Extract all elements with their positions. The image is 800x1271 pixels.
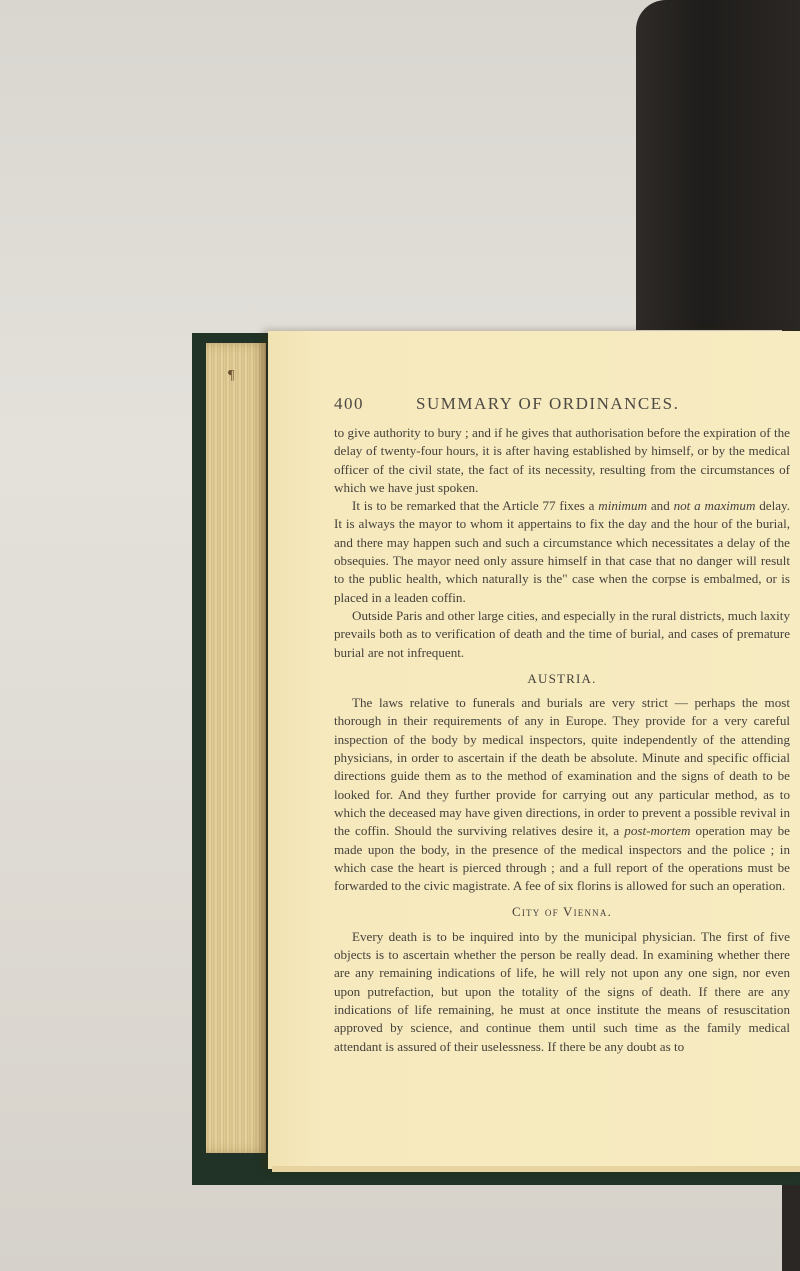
header-title: SUMMARY OF ORDINANCES. — [416, 394, 680, 413]
paragraph-3: Outside Paris and other large cities, and especially in the rural districts, much laxity prevails both as to verification of death and the time of burial, and cases of premature burial are not infrequent. — [334, 607, 790, 660]
page-edges — [206, 343, 266, 1153]
section-heading-austria: AUSTRIA. — [527, 670, 597, 686]
paragraph-2 — [334, 497, 790, 607]
text-run: and — [647, 498, 674, 514]
page-body — [334, 424, 790, 1056]
emphasis: minimum — [598, 498, 648, 514]
text-run: It is to be remarked that the Article 77 fixes a — [352, 498, 599, 514]
section-heading-vienna: City of Vienna. — [511, 904, 613, 920]
paragraph-5: Every death is to be inquired into by the municipal physician. The first of five objects is to ascertain whether the person be really dead. In examining whether there are any remaining indications of life, he will rely not upon any one sign, nor even upon putrefaction, but upon the totality of the signs of death. If there are any indications of life remaining, he must at once institute the means of resuscitation approved by science, and continue them until such time as the family medical attendant is assured of their uselessness. If there be any doubt as to — [334, 928, 790, 1054]
running-header — [334, 394, 794, 414]
text-run: The laws relative to funerals and burials are very strict — perhaps the most thorough in their requirements of any in Europe. They provide for a very careful inspection of the body by medical inspectors, quite independently of the attending physicians, in order to ascertain if the death be absolute. Minute and specific official directions guide them as to the method of examination and the signs of death to be looked for. And they further provide for carrying out any particular method, as to which the deceased may have given directions, in order to prevent a possible revival in the coffin. Should the surviving relatives desire it, a — [334, 695, 790, 839]
emphasis: post-mortem — [624, 823, 691, 839]
edge-mark: ¶ — [228, 368, 235, 383]
text-run: delay. It is always the mayor to whom it appertains to fix the day and the hour of the burial, and there may happen such and such a circumstance which necessitates a delay of the obsequies. The mayor need only assure himself in that case that no danger will result to the public health, which naturally is the" case when the corpse is embalmed, or is placed in a leaden coffin. — [334, 498, 790, 605]
book-cover-back — [636, 0, 800, 330]
page-number: 400 — [334, 394, 364, 413]
emphasis: not a maximum — [673, 498, 756, 514]
paragraph-1: to give authority to bury ; and if he gives that authorisation before the expiration of the delay of twenty-four hours, it is after having established by himself, or by the medical officer of the civil state, the fact of its necessity, resulting from the circumstances of which we have just spoken. — [334, 425, 790, 495]
page-bottom-edge — [272, 1166, 800, 1172]
text-run: operation may be made upon the body, in the presence of the medical inspectors and the police ; in which case the heart is pierced through ; and a full report of the operations must be forwarded to the civic magistrate. A fee of six florins is allowed for such an operation. — [334, 823, 790, 894]
paragraph-4 — [334, 694, 790, 895]
